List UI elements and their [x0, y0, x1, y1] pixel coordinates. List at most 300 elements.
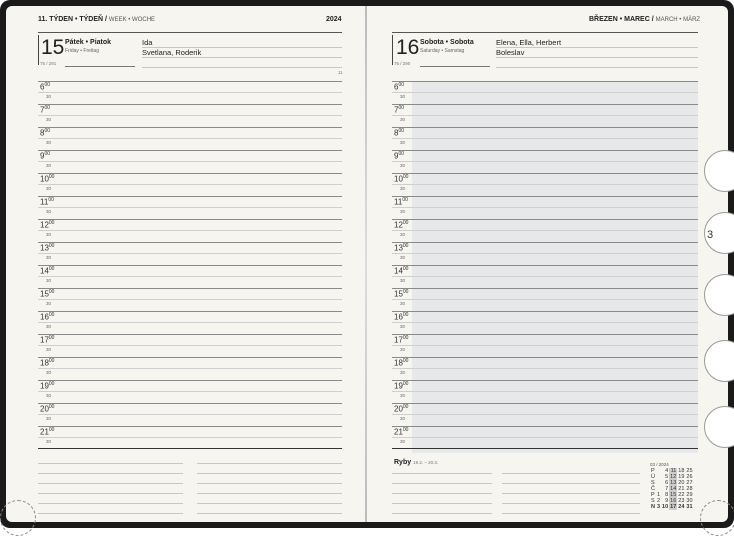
hour-number: 8	[40, 128, 45, 138]
note-rule	[142, 47, 342, 48]
half-hour-rule	[392, 437, 698, 438]
header-rule	[392, 32, 698, 33]
hour-minutes: 00	[402, 243, 409, 249]
weekday-letter: P	[651, 492, 655, 498]
hour-rule	[38, 150, 342, 151]
week-header	[38, 16, 155, 23]
hour-rule	[392, 104, 698, 105]
note-rule	[142, 57, 342, 58]
day-underline	[65, 66, 135, 67]
hour-minutes: 00	[44, 151, 51, 157]
calendar-day: 7	[665, 486, 669, 492]
hour-label	[40, 427, 54, 437]
left-page	[6, 6, 365, 522]
hour-minutes: 00	[402, 266, 409, 272]
hour-label	[40, 151, 50, 161]
hour-label	[40, 174, 54, 184]
month-tab-number: 3	[707, 229, 714, 241]
half-hour-rule	[38, 138, 342, 139]
name-day-line: Elena, Ella, Herbert	[496, 38, 562, 47]
half-hour-label: 30	[400, 439, 406, 444]
calendar-day: 21	[678, 486, 685, 492]
hour-number: 12	[394, 220, 403, 230]
calendar-day: 27	[686, 480, 693, 486]
hour-number: 13	[394, 243, 403, 253]
hour-minutes: 00	[402, 335, 409, 341]
hour-label	[40, 289, 54, 299]
half-hour-label: 30	[46, 94, 52, 99]
note-rule	[496, 67, 698, 68]
hour-rule	[392, 311, 698, 312]
half-hour-label: 30	[400, 117, 406, 122]
zodiac-name: Ryby	[394, 459, 412, 466]
hour-rule	[38, 173, 342, 174]
day-name-translation: Friday • Freitag	[65, 48, 99, 54]
half-hour-rule	[392, 322, 698, 323]
hour-rule	[392, 288, 698, 289]
note-line	[502, 513, 640, 514]
hour-minutes: 00	[48, 174, 55, 180]
year-label: 2024	[326, 16, 342, 23]
hour-label	[40, 105, 50, 115]
note-line	[38, 463, 183, 464]
day-underline	[420, 66, 490, 67]
half-hour-rule	[392, 184, 698, 185]
hour-minutes: 00	[48, 243, 55, 249]
name-day-line: Svetlana, Roderik	[142, 48, 202, 57]
calendar-day: 4	[665, 468, 669, 474]
note-rule	[142, 67, 342, 68]
calendar-day: 24	[678, 504, 685, 510]
half-hour-rule	[38, 184, 342, 185]
calendar-day: 15	[670, 492, 677, 498]
day-of-year: 76 / 290	[394, 61, 411, 66]
half-hour-label: 30	[400, 140, 406, 145]
hour-minutes: 00	[48, 266, 55, 272]
half-hour-label: 30	[400, 209, 406, 214]
mini-calendar-title: 03 / 2024	[650, 462, 669, 467]
hour-label	[394, 128, 404, 138]
half-hour-label: 30	[46, 324, 52, 329]
hour-minutes: 00	[398, 82, 405, 88]
hour-number: 21	[40, 427, 49, 437]
note-line	[197, 513, 342, 514]
half-hour-rule	[392, 368, 698, 369]
mini-calendar	[650, 462, 694, 510]
hour-number: 16	[40, 312, 49, 322]
hour-rule	[392, 173, 698, 174]
hour-label	[394, 174, 408, 184]
half-hour-label: 30	[46, 255, 52, 260]
hour-number: 14	[394, 266, 403, 276]
hour-rule	[38, 311, 342, 312]
half-hour-rule	[392, 391, 698, 392]
hour-number: 20	[394, 404, 403, 414]
note-line	[38, 513, 183, 514]
calendar-day: 14	[670, 486, 677, 492]
hour-number: 20	[40, 404, 49, 414]
hour-rule	[38, 81, 342, 82]
hour-number: 18	[394, 358, 403, 368]
day-of-year: 75 / 291	[40, 61, 57, 66]
hour-minutes: 00	[398, 151, 405, 157]
hour-rule	[392, 127, 698, 128]
hour-label	[394, 312, 408, 322]
hour-rule	[392, 380, 698, 381]
calendar-day: 2	[656, 498, 661, 504]
weekend-shading	[412, 81, 698, 453]
half-hour-label: 30	[400, 301, 406, 306]
calendar-day: 5	[665, 474, 669, 480]
calendar-day: 13	[670, 480, 677, 486]
hour-number: 9	[40, 151, 45, 161]
half-hour-rule	[38, 437, 342, 438]
note-line	[502, 473, 640, 474]
hour-label	[394, 358, 408, 368]
week-label-translation: WEEK • WOCHE	[108, 17, 156, 23]
week-label: 11. TÝDEN • TÝDEŇ /	[38, 16, 107, 23]
half-hour-rule	[392, 345, 698, 346]
hour-label	[394, 243, 408, 253]
grid-bottom-rule	[392, 448, 698, 449]
half-hour-label: 30	[400, 186, 406, 191]
half-hour-label: 30	[46, 347, 52, 352]
half-hour-label: 30	[400, 416, 406, 421]
calendar-day: 19	[678, 474, 685, 480]
note-line	[197, 483, 342, 484]
calendar-day: 17	[670, 504, 677, 510]
calendar-day: 28	[686, 486, 693, 492]
calendar-day: 26	[686, 474, 693, 480]
half-hour-rule	[392, 92, 698, 93]
weekday-letter: Ú	[651, 474, 655, 480]
name-day-line: Ida	[142, 38, 153, 47]
hour-number: 17	[40, 335, 49, 345]
day-number: 15	[41, 36, 65, 59]
hour-minutes: 00	[48, 427, 55, 433]
note-rule	[496, 57, 698, 58]
half-hour-label: 30	[46, 163, 52, 168]
half-hour-label: 30	[400, 278, 406, 283]
half-hour-label: 30	[46, 416, 52, 421]
name-days	[142, 38, 201, 58]
hour-minutes: 00	[402, 289, 409, 295]
hour-minutes: 00	[402, 174, 409, 180]
half-hour-rule	[392, 138, 698, 139]
weekday-letter: S	[651, 480, 655, 486]
hour-rule	[38, 265, 342, 266]
month-label-translation: MARCH • MÄRZ	[655, 17, 701, 23]
half-hour-rule	[38, 92, 342, 93]
note-line	[392, 513, 492, 514]
hour-number: 14	[40, 266, 49, 276]
note-line	[38, 473, 183, 474]
hour-rule	[392, 426, 698, 427]
hour-rule	[38, 334, 342, 335]
hour-minutes: 00	[402, 381, 409, 387]
half-hour-rule	[392, 207, 698, 208]
calendar-day: 16	[670, 498, 677, 504]
calendar-day: 8	[665, 492, 669, 498]
hour-number: 15	[40, 289, 49, 299]
hour-rule	[392, 219, 698, 220]
calendar-day: 3	[656, 504, 661, 510]
half-hour-label: 30	[46, 370, 52, 375]
hour-minutes: 00	[48, 220, 55, 226]
hour-label	[394, 197, 408, 207]
weekday-letter: N	[651, 504, 655, 510]
hour-label	[40, 243, 54, 253]
calendar-day: 22	[678, 492, 685, 498]
hour-minutes: 00	[44, 105, 51, 111]
calendar-day: 1	[656, 492, 661, 498]
week-index: 11	[338, 70, 343, 75]
hour-minutes: 00	[48, 289, 55, 295]
hour-label	[394, 427, 408, 437]
hour-number: 18	[40, 358, 49, 368]
hour-label	[394, 266, 408, 276]
hour-rule	[392, 357, 698, 358]
calendar-day: 30	[686, 498, 693, 504]
hour-label	[394, 220, 408, 230]
day-number: 16	[396, 36, 420, 59]
hour-number: 17	[394, 335, 403, 345]
hour-minutes: 00	[402, 197, 408, 203]
hour-rule	[392, 334, 698, 335]
name-day-line: Boleslav	[496, 48, 525, 57]
half-hour-rule	[38, 299, 342, 300]
hour-label	[40, 82, 50, 92]
hour-rule	[38, 196, 342, 197]
calendar-day: 10	[662, 504, 669, 510]
hour-rule	[38, 288, 342, 289]
mini-calendar-grid	[650, 468, 694, 510]
zodiac-sign	[394, 459, 438, 466]
hour-rule	[38, 357, 342, 358]
calendar-day: 31	[686, 504, 693, 510]
half-hour-rule	[392, 161, 698, 162]
hour-minutes: 00	[48, 358, 55, 364]
hour-rule	[392, 196, 698, 197]
half-hour-label: 30	[400, 163, 406, 168]
half-hour-label: 30	[400, 255, 406, 260]
half-hour-label: 30	[46, 301, 52, 306]
hour-minutes: 00	[48, 197, 54, 203]
hour-minutes: 00	[48, 381, 55, 387]
note-line	[197, 473, 342, 474]
half-hour-rule	[392, 253, 698, 254]
half-hour-rule	[38, 414, 342, 415]
note-line	[38, 493, 183, 494]
note-line	[392, 503, 492, 504]
hour-number: 11	[40, 197, 49, 207]
hour-minutes: 00	[398, 105, 405, 111]
hour-minutes: 00	[402, 220, 409, 226]
hour-label	[394, 335, 408, 345]
half-hour-label: 30	[400, 393, 406, 398]
hour-label	[394, 82, 404, 92]
hour-rule	[38, 426, 342, 427]
hour-number: 6	[394, 82, 399, 92]
weekday-letter: P	[651, 468, 655, 474]
half-hour-rule	[38, 115, 342, 116]
calendar-day: 18	[678, 468, 685, 474]
hour-rule	[38, 127, 342, 128]
hour-number: 19	[40, 381, 49, 391]
note-line	[502, 483, 640, 484]
hour-minutes: 00	[44, 128, 51, 134]
calendar-day: 6	[665, 480, 669, 486]
half-hour-rule	[38, 253, 342, 254]
hour-number: 7	[394, 105, 399, 115]
header-rule	[38, 32, 342, 33]
month-header	[589, 16, 700, 23]
note-line	[392, 483, 492, 484]
hour-label	[394, 289, 408, 299]
hour-label	[40, 335, 54, 345]
note-line	[38, 503, 183, 504]
hour-label	[40, 220, 54, 230]
hour-rule	[38, 104, 342, 105]
hour-rule	[392, 265, 698, 266]
hour-rule	[392, 81, 698, 82]
half-hour-rule	[392, 299, 698, 300]
half-hour-rule	[392, 230, 698, 231]
hour-label	[40, 266, 54, 276]
half-hour-label: 30	[46, 186, 52, 191]
day-bracket	[38, 35, 39, 65]
hour-rule	[38, 242, 342, 243]
note-line	[502, 503, 640, 504]
half-hour-label: 30	[46, 117, 52, 122]
day-name: Pátek • Piatok	[65, 39, 112, 46]
hour-minutes: 00	[402, 427, 409, 433]
half-hour-label: 30	[46, 439, 52, 444]
hour-number: 9	[394, 151, 399, 161]
hour-label	[394, 381, 408, 391]
hour-minutes: 00	[48, 335, 55, 341]
hour-label	[394, 404, 408, 414]
note-line	[197, 503, 342, 504]
hour-minutes: 00	[402, 358, 409, 364]
hour-label	[40, 381, 54, 391]
hour-minutes: 00	[48, 404, 55, 410]
half-hour-rule	[38, 161, 342, 162]
note-line	[502, 493, 640, 494]
half-hour-label: 30	[400, 232, 406, 237]
half-hour-label: 30	[46, 393, 52, 398]
hour-minutes: 00	[402, 404, 409, 410]
name-days	[496, 38, 561, 58]
hour-number: 10	[40, 174, 49, 184]
half-hour-rule	[38, 207, 342, 208]
hour-rule	[38, 403, 342, 404]
grid-bottom-rule	[38, 448, 342, 449]
hour-label	[40, 197, 54, 207]
half-hour-label: 30	[46, 232, 52, 237]
note-line	[392, 473, 492, 474]
weekday-letter: Č	[651, 486, 655, 492]
hour-number: 15	[394, 289, 403, 299]
hour-rule	[392, 403, 698, 404]
hour-label	[40, 358, 54, 368]
hour-minutes: 00	[398, 128, 405, 134]
note-rule	[496, 47, 698, 48]
calendar-day: 9	[665, 498, 669, 504]
hour-minutes: 00	[48, 312, 55, 318]
page-corner-left	[0, 500, 36, 536]
half-hour-label: 30	[400, 94, 406, 99]
half-hour-label: 30	[400, 324, 406, 329]
note-line	[197, 463, 342, 464]
hour-number: 10	[394, 174, 403, 184]
hour-label	[40, 312, 54, 322]
hour-number: 6	[40, 82, 45, 92]
hour-label	[394, 151, 404, 161]
hour-rule	[38, 380, 342, 381]
half-hour-rule	[38, 322, 342, 323]
calendar-day: 25	[686, 468, 693, 474]
page-corner-right	[700, 500, 734, 536]
half-hour-label: 30	[400, 370, 406, 375]
month-label: BŘEZEN • MAREC /	[589, 16, 654, 23]
half-hour-rule	[392, 115, 698, 116]
hour-number: 7	[40, 105, 45, 115]
hour-number: 13	[40, 243, 49, 253]
mini-calendar-row	[650, 504, 694, 510]
zodiac-dates: 19.2. – 20.3.	[413, 460, 439, 465]
hour-number: 12	[40, 220, 49, 230]
calendar-day: 12	[670, 474, 677, 480]
hour-number: 11	[394, 197, 403, 207]
hour-number: 8	[394, 128, 399, 138]
hour-number: 19	[394, 381, 403, 391]
hour-rule	[392, 150, 698, 151]
day-name: Sobota • Sobota	[420, 39, 474, 46]
half-hour-rule	[38, 230, 342, 231]
half-hour-rule	[392, 414, 698, 415]
half-hour-rule	[38, 391, 342, 392]
hour-rule	[38, 219, 342, 220]
note-line	[197, 493, 342, 494]
hour-label	[40, 128, 50, 138]
hour-minutes: 00	[44, 82, 51, 88]
weekday-letter: S	[651, 498, 655, 504]
half-hour-rule	[38, 276, 342, 277]
calendar-day: 23	[678, 498, 685, 504]
half-hour-label: 30	[46, 140, 52, 145]
day-bracket	[392, 35, 393, 65]
hour-number: 21	[394, 427, 403, 437]
note-line	[38, 483, 183, 484]
calendar-day: 11	[670, 468, 677, 474]
half-hour-rule	[392, 276, 698, 277]
note-line	[392, 493, 492, 494]
hour-label	[394, 105, 404, 115]
hour-label	[40, 404, 54, 414]
half-hour-label: 30	[46, 278, 52, 283]
half-hour-rule	[38, 345, 342, 346]
half-hour-label: 30	[400, 347, 406, 352]
hour-minutes: 00	[402, 312, 409, 318]
day-name-translation: Saturday • Samstag	[420, 48, 465, 54]
half-hour-rule	[38, 368, 342, 369]
calendar-day: 29	[686, 492, 693, 498]
hour-number: 16	[394, 312, 403, 322]
hour-rule	[392, 242, 698, 243]
calendar-day: 20	[678, 480, 685, 486]
half-hour-label: 30	[46, 209, 52, 214]
